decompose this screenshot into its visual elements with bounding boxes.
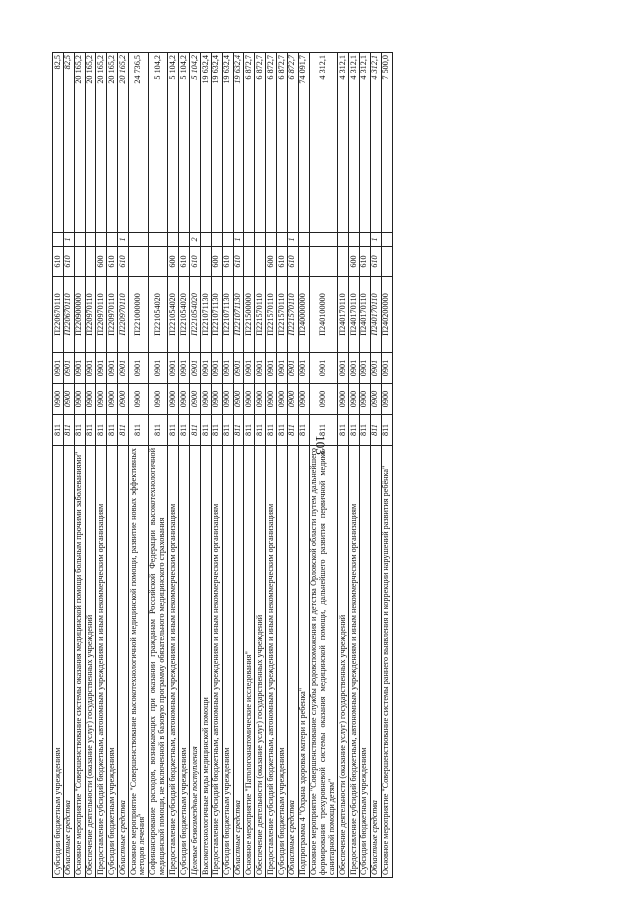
row-ministry-code: 811	[287, 415, 298, 446]
row-amount: 5 104,2	[168, 53, 179, 233]
row-subsection-code: 0901	[211, 353, 222, 384]
row-amount: 6 872,7	[266, 53, 277, 233]
row-description: Основное мероприятие "Совершенствование службы родовспоможения и детства Орловской области путем дальнейшего формирования трехуровневой системы оказания медицинской помощи, дальнейшего развития первичной медико-санитарной помощи детям"	[309, 446, 338, 878]
row-amount: 74 091,7	[298, 53, 309, 233]
table-row	[168, 53, 179, 878]
row-ministry-code: 811	[298, 415, 309, 446]
row-source-flag: 1	[63, 233, 74, 247]
row-subsection-code: 0901	[309, 353, 338, 384]
table-row	[277, 53, 288, 878]
row-subsection-code: 0901	[179, 353, 190, 384]
row-target-article-code: П220970110	[118, 277, 129, 353]
row-target-article-code: П221054020	[148, 277, 168, 353]
row-section-code: 0900	[287, 384, 298, 415]
row-subsection-code: 0901	[53, 353, 64, 384]
row-target-article-code: П221071130	[222, 277, 233, 353]
row-expense-type-code: 610	[53, 247, 64, 277]
budget-table	[52, 52, 393, 878]
row-target-article-code: П240170110	[349, 277, 360, 353]
row-ministry-code: 811	[349, 415, 360, 446]
row-source-flag	[107, 233, 118, 247]
row-amount: 7 500,0	[381, 53, 392, 233]
row-expense-type-code	[298, 247, 309, 277]
row-amount: 20 165,2	[85, 53, 96, 233]
row-description: Субсидии бюджетным учреждениям	[179, 446, 190, 878]
row-subsection-code: 0901	[168, 353, 179, 384]
row-expense-type-code	[129, 247, 149, 277]
row-subsection-code: 0901	[370, 353, 381, 384]
row-ministry-code: 811	[201, 415, 212, 446]
row-section-code: 0900	[148, 384, 168, 415]
table-row	[148, 53, 168, 878]
row-ministry-code: 811	[148, 415, 168, 446]
table-row	[244, 53, 255, 878]
row-section-code: 0900	[277, 384, 288, 415]
row-target-article-code: П221570110	[266, 277, 277, 353]
row-target-article-code: П220670110	[63, 277, 74, 353]
row-subsection-code: 0901	[222, 353, 233, 384]
row-expense-type-code: 600	[266, 247, 277, 277]
row-subsection-code: 0901	[96, 353, 107, 384]
row-amount: 6 872,7	[277, 53, 288, 233]
row-target-article-code: П221054020	[190, 277, 201, 353]
table-row	[255, 53, 266, 878]
row-target-article-code: П221071130	[233, 277, 244, 353]
row-expense-type-code	[309, 247, 338, 277]
row-expense-type-code	[85, 247, 96, 277]
row-expense-type-code: 610	[370, 247, 381, 277]
row-target-article-code: П240170110	[359, 277, 370, 353]
row-expense-type-code: 610	[277, 247, 288, 277]
row-source-flag	[96, 233, 107, 247]
row-section-code: 0900	[211, 384, 222, 415]
table-row	[107, 53, 118, 878]
row-subsection-code: 0901	[298, 353, 309, 384]
row-target-article-code: П220970110	[96, 277, 107, 353]
row-source-flag	[179, 233, 190, 247]
row-description: Высокотехнологичные виды медицинской помощи	[201, 446, 212, 878]
row-description: Обеспечение деятельности (оказание услуг) государственных учреждений	[338, 446, 349, 878]
table-row	[349, 53, 360, 878]
row-section-code: 0900	[168, 384, 179, 415]
row-description: Обеспечение деятельности (оказание услуг) государственных учреждений	[255, 446, 266, 878]
row-amount: 4 312,1	[370, 53, 381, 233]
table-row	[298, 53, 309, 878]
row-expense-type-code: 610	[118, 247, 129, 277]
row-expense-type-code	[381, 247, 392, 277]
row-subsection-code: 0901	[244, 353, 255, 384]
row-subsection-code: 0901	[201, 353, 212, 384]
row-section-code: 0900	[63, 384, 74, 415]
row-expense-type-code	[74, 247, 85, 277]
row-description: Областные средства	[287, 446, 298, 878]
table-row	[63, 53, 74, 878]
row-subsection-code: 0901	[266, 353, 277, 384]
row-source-flag: 1	[287, 233, 298, 247]
row-source-flag	[211, 233, 222, 247]
budget-table-body	[53, 53, 393, 878]
row-ministry-code: 811	[63, 415, 74, 446]
row-section-code: 0900	[107, 384, 118, 415]
row-amount: 4 312,1	[359, 53, 370, 233]
row-description: Целевые безвозмездные поступления	[190, 446, 201, 878]
page-number: 103	[313, 435, 328, 455]
table-row	[118, 53, 129, 878]
row-amount: 6 872,7	[287, 53, 298, 233]
row-description: Обеспечение деятельности (оказание услуг) государственных учреждений	[85, 446, 96, 878]
row-description: Областные средства	[63, 446, 74, 878]
row-subsection-code: 0901	[74, 353, 85, 384]
row-amount: 20 165,2	[74, 53, 85, 233]
row-target-article-code: П221570110	[255, 277, 266, 353]
row-section-code: 0900	[96, 384, 107, 415]
row-description: Предоставление субсидий бюджетным, автономным учреждениям и иным некоммерческим организациям	[266, 446, 277, 878]
row-amount: 4 312,1	[338, 53, 349, 233]
row-section-code: 0900	[309, 384, 338, 415]
row-description: Субсидии бюджетным учреждениям	[222, 446, 233, 878]
row-description: Областные средства	[233, 446, 244, 878]
table-row	[129, 53, 149, 878]
row-source-flag	[266, 233, 277, 247]
row-amount: 19 632,4	[211, 53, 222, 233]
row-amount: 20 165,2	[107, 53, 118, 233]
row-expense-type-code: 610	[222, 247, 233, 277]
row-target-article-code: П240000000	[298, 277, 309, 353]
row-subsection-code: 0901	[107, 353, 118, 384]
row-source-flag	[349, 233, 360, 247]
row-amount: 82,5	[63, 53, 74, 233]
table-row	[309, 53, 338, 878]
row-expense-type-code: 610	[190, 247, 201, 277]
row-section-code: 0900	[179, 384, 190, 415]
table-row	[179, 53, 190, 878]
row-source-flag	[85, 233, 96, 247]
row-section-code: 0900	[338, 384, 349, 415]
row-source-flag	[201, 233, 212, 247]
row-amount: 20 165,2	[118, 53, 129, 233]
row-description: Подпрограмма 4 "Охрана здоровья матери и ребенка"	[298, 446, 309, 878]
row-description: Субсидии бюджетным учреждениям	[107, 446, 118, 878]
row-section-code: 0900	[233, 384, 244, 415]
row-source-flag: 1	[118, 233, 129, 247]
row-description: Областные средства	[118, 446, 129, 878]
row-source-flag	[338, 233, 349, 247]
row-target-article-code: П240100000	[309, 277, 338, 353]
row-section-code: 0900	[53, 384, 64, 415]
row-ministry-code: 811	[168, 415, 179, 446]
row-amount: 5 104,2	[179, 53, 190, 233]
row-section-code: 0900	[244, 384, 255, 415]
row-description: Предоставление субсидий бюджетным, автономным учреждениям и иным некоммерческим организациям	[96, 446, 107, 878]
row-subsection-code: 0901	[277, 353, 288, 384]
row-section-code: 0900	[298, 384, 309, 415]
row-description: Субсидии бюджетным учреждениям	[53, 446, 64, 878]
row-section-code: 0900	[85, 384, 96, 415]
row-source-flag	[309, 233, 338, 247]
row-subsection-code: 0901	[381, 353, 392, 384]
row-section-code: 0900	[190, 384, 201, 415]
row-source-flag	[53, 233, 64, 247]
row-subsection-code: 0901	[359, 353, 370, 384]
row-section-code: 0900	[266, 384, 277, 415]
row-subsection-code: 0901	[349, 353, 360, 384]
row-expense-type-code	[338, 247, 349, 277]
row-target-article-code: П221570110	[287, 277, 298, 353]
table-row	[211, 53, 222, 878]
row-target-article-code: П221054020	[179, 277, 190, 353]
row-expense-type-code: 600	[168, 247, 179, 277]
row-ministry-code: 811	[85, 415, 96, 446]
row-ministry-code: 811	[53, 415, 64, 446]
row-source-flag	[298, 233, 309, 247]
row-target-article-code: П240170110	[338, 277, 349, 353]
row-ministry-code: 811	[222, 415, 233, 446]
row-source-flag	[74, 233, 85, 247]
row-target-article-code: П220970110	[85, 277, 96, 353]
table-row	[74, 53, 85, 878]
row-description: Предоставление субсидий бюджетным, автономным учреждениям и иным некоммерческим организациям	[349, 446, 360, 878]
row-description: Предоставление субсидий бюджетным, автономным учреждениям и иным некоммерческим организациям	[211, 446, 222, 878]
row-ministry-code: 811	[179, 415, 190, 446]
row-amount: 24 736,5	[129, 53, 149, 233]
row-source-flag: 1	[233, 233, 244, 247]
table-row	[381, 53, 392, 878]
row-subsection-code: 0901	[63, 353, 74, 384]
row-ministry-code: 811	[359, 415, 370, 446]
row-description: Основное мероприятие "Совершенствование системы оказания медицинской помощи больным прочими заболеваниями"	[74, 446, 85, 878]
row-amount: 6 872,7	[255, 53, 266, 233]
row-target-article-code: П220970110	[107, 277, 118, 353]
row-description: Основное мероприятие "Совершенствование высокотехнологичной медицинской помощи, развитие новых эффективных методов лечения"	[129, 446, 149, 878]
row-amount: 19 632,4	[201, 53, 212, 233]
row-ministry-code: 811	[74, 415, 85, 446]
row-ministry-code: 811	[381, 415, 392, 446]
table-row	[359, 53, 370, 878]
row-expense-type-code: 610	[287, 247, 298, 277]
row-target-article-code: П240200000	[381, 277, 392, 353]
row-target-article-code: П221000000	[129, 277, 149, 353]
row-target-article-code: П220670110	[53, 277, 64, 353]
row-subsection-code: 0901	[190, 353, 201, 384]
row-section-code: 0900	[255, 384, 266, 415]
row-expense-type-code: 610	[233, 247, 244, 277]
row-subsection-code: 0901	[255, 353, 266, 384]
row-ministry-code: 811	[96, 415, 107, 446]
row-subsection-code: 0901	[148, 353, 168, 384]
row-amount: 6 872,7	[244, 53, 255, 233]
table-row	[287, 53, 298, 878]
row-ministry-code: 811	[233, 415, 244, 446]
row-amount: 82,5	[53, 53, 64, 233]
row-expense-type-code: 610	[107, 247, 118, 277]
row-expense-type-code	[201, 247, 212, 277]
row-subsection-code: 0901	[118, 353, 129, 384]
row-source-flag	[222, 233, 233, 247]
row-target-article-code: П220900000	[74, 277, 85, 353]
row-subsection-code: 0901	[129, 353, 149, 384]
row-ministry-code: 811	[244, 415, 255, 446]
row-section-code: 0900	[201, 384, 212, 415]
row-amount: 20 165,2	[96, 53, 107, 233]
row-source-flag: 2	[190, 233, 201, 247]
row-expense-type-code: 600	[349, 247, 360, 277]
row-expense-type-code: 610	[63, 247, 74, 277]
row-ministry-code: 811	[255, 415, 266, 446]
row-ministry-code: 811	[277, 415, 288, 446]
row-amount: 4 312,1	[309, 53, 338, 233]
row-source-flag	[168, 233, 179, 247]
row-ministry-code: 811	[211, 415, 222, 446]
row-target-article-code: П221071130	[201, 277, 212, 353]
table-row	[222, 53, 233, 878]
row-expense-type-code: 600	[96, 247, 107, 277]
row-source-flag	[277, 233, 288, 247]
row-ministry-code: 811	[266, 415, 277, 446]
table-row	[233, 53, 244, 878]
table-row	[53, 53, 64, 878]
row-section-code: 0900	[370, 384, 381, 415]
row-section-code: 0900	[118, 384, 129, 415]
row-description: Субсидии бюджетным учреждениям	[359, 446, 370, 878]
row-amount: 19 632,4	[233, 53, 244, 233]
row-section-code: 0900	[381, 384, 392, 415]
table-row	[190, 53, 201, 878]
row-amount: 19 632,4	[222, 53, 233, 233]
row-description: Субсидии бюджетным учреждениям	[277, 446, 288, 878]
row-source-flag	[148, 233, 168, 247]
table-row	[266, 53, 277, 878]
row-expense-type-code: 600	[211, 247, 222, 277]
row-section-code: 0900	[129, 384, 149, 415]
table-row	[370, 53, 381, 878]
row-ministry-code: 811	[370, 415, 381, 446]
row-subsection-code: 0901	[287, 353, 298, 384]
row-ministry-code: 811	[338, 415, 349, 446]
row-source-flag	[244, 233, 255, 247]
row-subsection-code: 0901	[338, 353, 349, 384]
row-source-flag	[129, 233, 149, 247]
row-amount: 5 104,2	[190, 53, 201, 233]
row-subsection-code: 0901	[233, 353, 244, 384]
row-description: Предоставление субсидий бюджетным, автономным учреждениям и иным некоммерческим организациям	[168, 446, 179, 878]
row-section-code: 0900	[349, 384, 360, 415]
row-target-article-code: П240170110	[370, 277, 381, 353]
row-expense-type-code	[148, 247, 168, 277]
row-amount: 4 312,1	[349, 53, 360, 233]
row-ministry-code: 811	[190, 415, 201, 446]
row-source-flag	[359, 233, 370, 247]
row-description: Софинансирование расходов, возникающих при оказании гражданам Российской Федерации высокотехнологичной медицинской помощи, не включенной в базовую программу обязательного медицинского страхования	[148, 446, 168, 878]
row-target-article-code: П221500000	[244, 277, 255, 353]
table-row	[201, 53, 212, 878]
row-target-article-code: П221054020	[168, 277, 179, 353]
row-description: Основное мероприятие "Патологоанатомические исследования"	[244, 446, 255, 878]
row-subsection-code: 0901	[85, 353, 96, 384]
row-expense-type-code: 610	[359, 247, 370, 277]
row-source-flag	[255, 233, 266, 247]
table-row	[338, 53, 349, 878]
row-target-article-code: П221071130	[211, 277, 222, 353]
row-section-code: 0900	[359, 384, 370, 415]
row-amount: 5 104,2	[148, 53, 168, 233]
row-description: Основное мероприятие "Совершенствование системы раннего выявления и коррекции нарушений развития ребёнка"	[381, 446, 392, 878]
row-target-article-code: П221570110	[277, 277, 288, 353]
table-row	[85, 53, 96, 878]
row-source-flag: 1	[370, 233, 381, 247]
row-section-code: 0900	[222, 384, 233, 415]
row-section-code: 0900	[74, 384, 85, 415]
row-expense-type-code	[255, 247, 266, 277]
rotated-table-wrapper	[52, 53, 393, 878]
row-expense-type-code: 610	[179, 247, 190, 277]
table-row	[96, 53, 107, 878]
row-ministry-code: 811	[129, 415, 149, 446]
row-ministry-code: 811	[309, 415, 338, 446]
row-description: Областные средства	[370, 446, 381, 878]
row-ministry-code: 811	[118, 415, 129, 446]
row-source-flag	[381, 233, 392, 247]
row-expense-type-code	[244, 247, 255, 277]
row-ministry-code: 811	[107, 415, 118, 446]
